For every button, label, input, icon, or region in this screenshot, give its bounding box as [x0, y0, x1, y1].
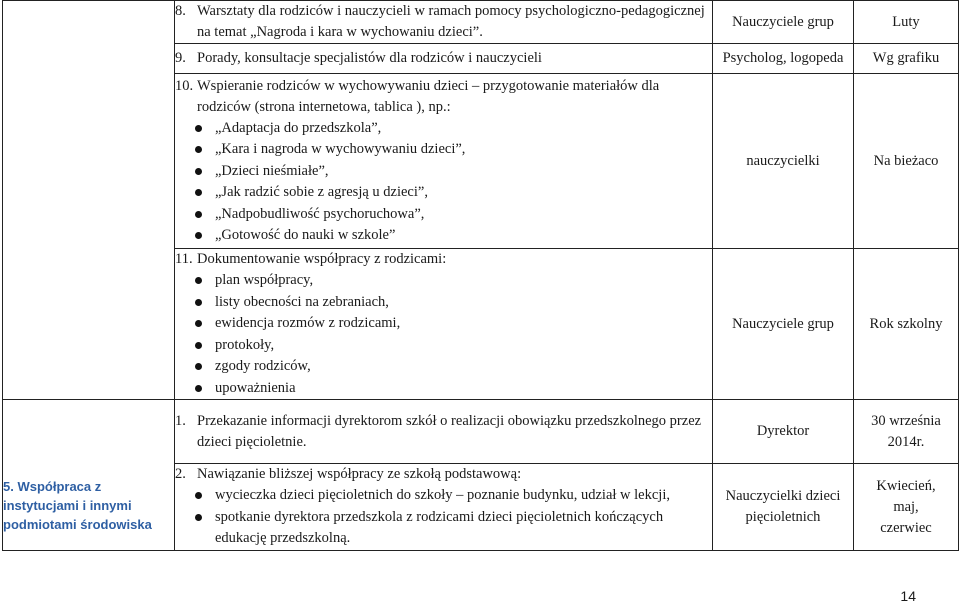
task-text: Nawiązanie bliższej współpracy ze szkołą podstawową: — [197, 466, 522, 483]
area-cell — [3, 400, 175, 551]
deadline-cell: Luty — [854, 1, 959, 44]
task-cell: 11. Dokumentowanie współpracy z rodzicami: plan współpracy, listy obecności na zebraniach, ewidencja rozmów z rodzicami, protokoły, zgody rodziców, upoważnienia — [175, 249, 713, 400]
bullet-list — [175, 485, 712, 550]
list-item: listy obecności na zebraniach, — [189, 292, 712, 314]
deadline-cell: Rok szkolny — [854, 249, 959, 400]
responsible-cell: Nauczyciele grup — [713, 1, 854, 44]
deadline-cell: Kwiecień, maj, czerwiec — [854, 464, 959, 551]
task-cell: 1. Przekazanie informacji dyrektorom szkół o realizacji obowiązku przedszkolnego przez dzieci pięcioletnie. — [175, 400, 713, 464]
responsible-cell: Nauczycielki dzieci pięcioletnich — [713, 464, 854, 551]
task-text: Wspieranie rodziców w wychowywaniu dzieci – przygotowanie materiałów dla — [197, 77, 660, 94]
task-text: dzieci pięcioletnie. — [197, 433, 307, 450]
list-item: „Dzieci nieśmiałe”, — [189, 161, 712, 183]
task-text: na temat „Nagroda i kara w wychowaniu dzieci”. — [197, 24, 483, 40]
responsible-cell: Dyrektor — [713, 400, 854, 464]
deadline-cell: 30 września 2014r. — [854, 400, 959, 464]
page-number: 14 — [900, 588, 916, 604]
section-title: 5. Współpraca z instytucjami i innymi podmiotami środowiska — [3, 478, 152, 532]
task-text: Dokumentowanie współpracy z rodzicami: — [197, 251, 447, 267]
list-item: spotkanie dyrektora przedszkola z rodzicami dzieci pięcioletnich kończących edukację przedszkolną. — [189, 507, 712, 550]
list-item: „Adaptacja do przedszkola”, — [189, 118, 712, 140]
task-text: Porady, konsultacje specjalistów dla rodziców i nauczycieli — [197, 50, 542, 66]
list-item: zgody rodziców, — [189, 356, 712, 378]
bullet-list — [175, 118, 712, 247]
deadline-cell: Wg grafiku — [854, 44, 959, 74]
task-cell: 10. Wspieranie rodziców w wychowywaniu dzieci – przygotowanie materiałów dla rodziców (strona internetowa, tablica ), np.: „Adaptacja do przedszkola”, „Kara i nagroda w wychowywaniu dzieci”, „Dzieci nieśmiałe”, „Jak radzić sobie z agresją u dzieci”, „Nadpobudliwość psychoruchowa”, „Gotowość do nauki w szkole” — [175, 74, 713, 249]
task-cell: 9. Porady, konsultacje specjalistów dla rodziców i nauczycieli — [175, 44, 713, 74]
task-cell: 8. Warsztaty dla rodziców i nauczycieli w ramach pomocy psychologiczno-pedagogicznej na temat „Nagroda i kara w wychowaniu dzieci”. — [175, 1, 713, 44]
task-text: Przekazanie informacji dyrektorom szkół o realizacji obowiązku przedszkolnego przez — [197, 412, 702, 429]
responsible-cell: nauczycielki — [713, 74, 854, 249]
list-item: plan współpracy, — [189, 270, 712, 292]
list-item: upoważnienia — [189, 378, 712, 400]
table-row — [3, 1, 959, 44]
responsible-cell: Nauczyciele grup — [713, 249, 854, 400]
list-item: „Jak radzić sobie z agresją u dzieci”, — [189, 182, 712, 204]
list-item: ewidencja rozmów z rodzicami, — [189, 313, 712, 335]
bullet-list — [175, 270, 712, 399]
deadline-cell: Na bieżaco — [854, 74, 959, 249]
table-row — [3, 400, 959, 464]
area-cell-empty — [3, 1, 175, 400]
list-item: „Nadpobudliwość psychoruchowa”, — [189, 204, 712, 226]
list-item: „Kara i nagroda w wychowywaniu dzieci”, — [189, 139, 712, 161]
task-cell: 2. Nawiązanie bliższej współpracy ze szkołą podstawową: wycieczka dzieci pięcioletnich do szkoły – poznanie budynku, udział w lekcji, spotkanie dyrektora przedszkola z rodzicami dzieci pięcioletnich kończących edukację przedszkolną. — [175, 464, 713, 551]
task-text: Warsztaty dla rodziców i nauczycieli w ramach pomocy psychologiczno-pedagogicznej — [197, 3, 705, 19]
list-item: wycieczka dzieci pięcioletnich do szkoły – poznanie budynku, udział w lekcji, — [189, 485, 712, 507]
task-text: rodziców (strona internetowa, tablica ), np.: — [197, 98, 451, 115]
list-item: „Gotowość do nauki w szkole” — [189, 225, 712, 247]
list-item: protokoły, — [189, 335, 712, 357]
responsible-cell: Psycholog, logopeda — [713, 44, 854, 74]
activity-plan-table — [2, 0, 959, 551]
